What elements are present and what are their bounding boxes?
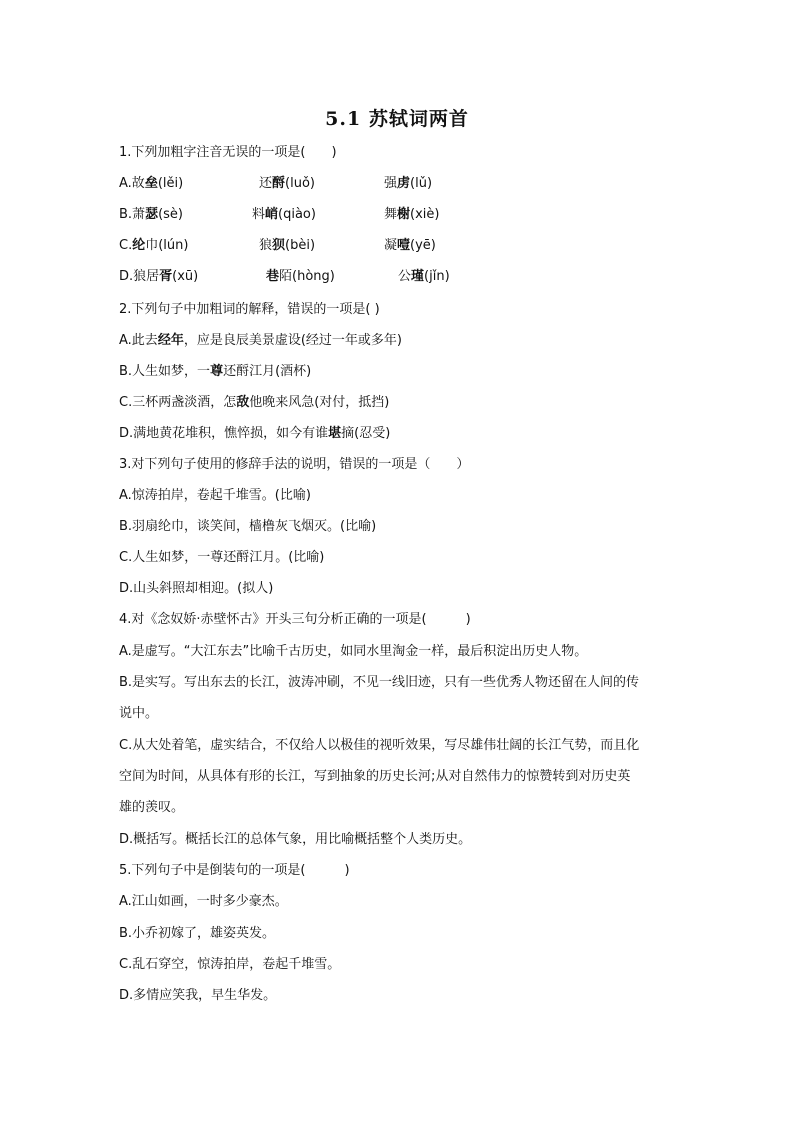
q4-option-b-line2: 说中。	[119, 706, 159, 721]
q1-b-1: B.萧瑟(sè)	[119, 207, 183, 222]
q4-option-d: D.概括写。概括长江的总体气象，用比喻概括整个人类历史。	[119, 832, 472, 847]
q5-option-c: C.乱石穿空，惊涛拍岸，卷起千堆雪。	[119, 957, 341, 972]
q4-stem: 4.对《念奴娇·赤壁怀古》开头三句分析正确的一项是( )	[119, 612, 471, 627]
q5-option-d: D.多情应笑我，早生华发。	[119, 988, 277, 1003]
q1-c-2: 狼狈(bèi)	[259, 238, 316, 253]
q1-d-2: 巷陌(hòng)	[266, 269, 335, 284]
q1-b-3: 舞榭(xiè)	[384, 207, 440, 222]
q2-option-a: A.此去经年，应是良辰美景虚设(经过一年或多年)	[119, 333, 402, 348]
q3-option-b: B.羽扇纶巾，谈笑间，樯橹灰飞烟灭。(比喻)	[119, 519, 377, 534]
q1-c-3: 凝噎(yē)	[384, 238, 436, 253]
q1-a-2: 还酹(luǒ)	[259, 176, 315, 191]
q2-option-b: B.人生如梦，一尊还酹江月(酒杯)	[119, 364, 312, 379]
q3-option-c: C.人生如梦，一尊还酹江月。(比喻)	[119, 550, 325, 565]
q4-option-a: A.是虚写。“大江东去”比喻千古历史，如同水里淘金一样，最后积淀出历史人物。	[119, 644, 588, 659]
q1-stem: 1.下列加粗字注音无误的一项是( )	[119, 145, 337, 160]
q2-stem: 2.下列句子中加粗词的解释，错误的一项是( )	[119, 302, 380, 317]
q1-d-3: 公瑾(jǐn)	[398, 269, 450, 284]
q3-option-d: D.山头斜照却相迎。(拟人)	[119, 581, 274, 596]
q2-option-d: D.满地黄花堆积，憔悴损，如今有谁堪摘(忍受)	[119, 426, 391, 441]
q4-option-c-line2: 空间为时间，从具体有形的长江，写到抽象的历史长河;从对自然伟力的惊赞转到对历史英	[119, 769, 631, 784]
q1-d-1: D.狼居胥(xū)	[119, 269, 199, 284]
q5-option-b: B.小乔初嫁了，雄姿英发。	[119, 926, 276, 941]
q4-option-b-line1: B.是实写。写出东去的长江，波涛冲刷，不见一线旧迹，只有一些优秀人物还留在人间的传	[119, 675, 640, 690]
page-title: 5.1 苏轼词两首	[325, 108, 469, 130]
q1-b-2: 料峭(qiào)	[252, 207, 316, 222]
q1-a-3: 强虏(lǔ)	[384, 176, 433, 191]
q4-option-c-line1: C.从大处着笔，虚实结合，不仅给人以极佳的视听效果，写尽雄伟壮阔的长江气势，而且化	[119, 738, 640, 753]
q2-option-c: C.三杯两盏淡酒，怎敌他晚来风急(对付，抵挡)	[119, 395, 390, 410]
q1-a-1: A.故垒(lěi)	[119, 176, 184, 191]
q5-stem: 5.下列句子中是倒装句的一项是( )	[119, 863, 350, 878]
q5-option-a: A.江山如画，一时多少豪杰。	[119, 894, 288, 909]
q3-stem: 3.对下列句子使用的修辞手法的说明，错误的一项是（ ）	[119, 457, 470, 472]
q3-option-a: A.惊涛拍岸，卷起千堆雪。(比喻)	[119, 488, 311, 503]
q4-option-c-line3: 雄的羡叹。	[119, 800, 185, 815]
q1-c-1: C.纶巾(lún)	[119, 238, 189, 253]
